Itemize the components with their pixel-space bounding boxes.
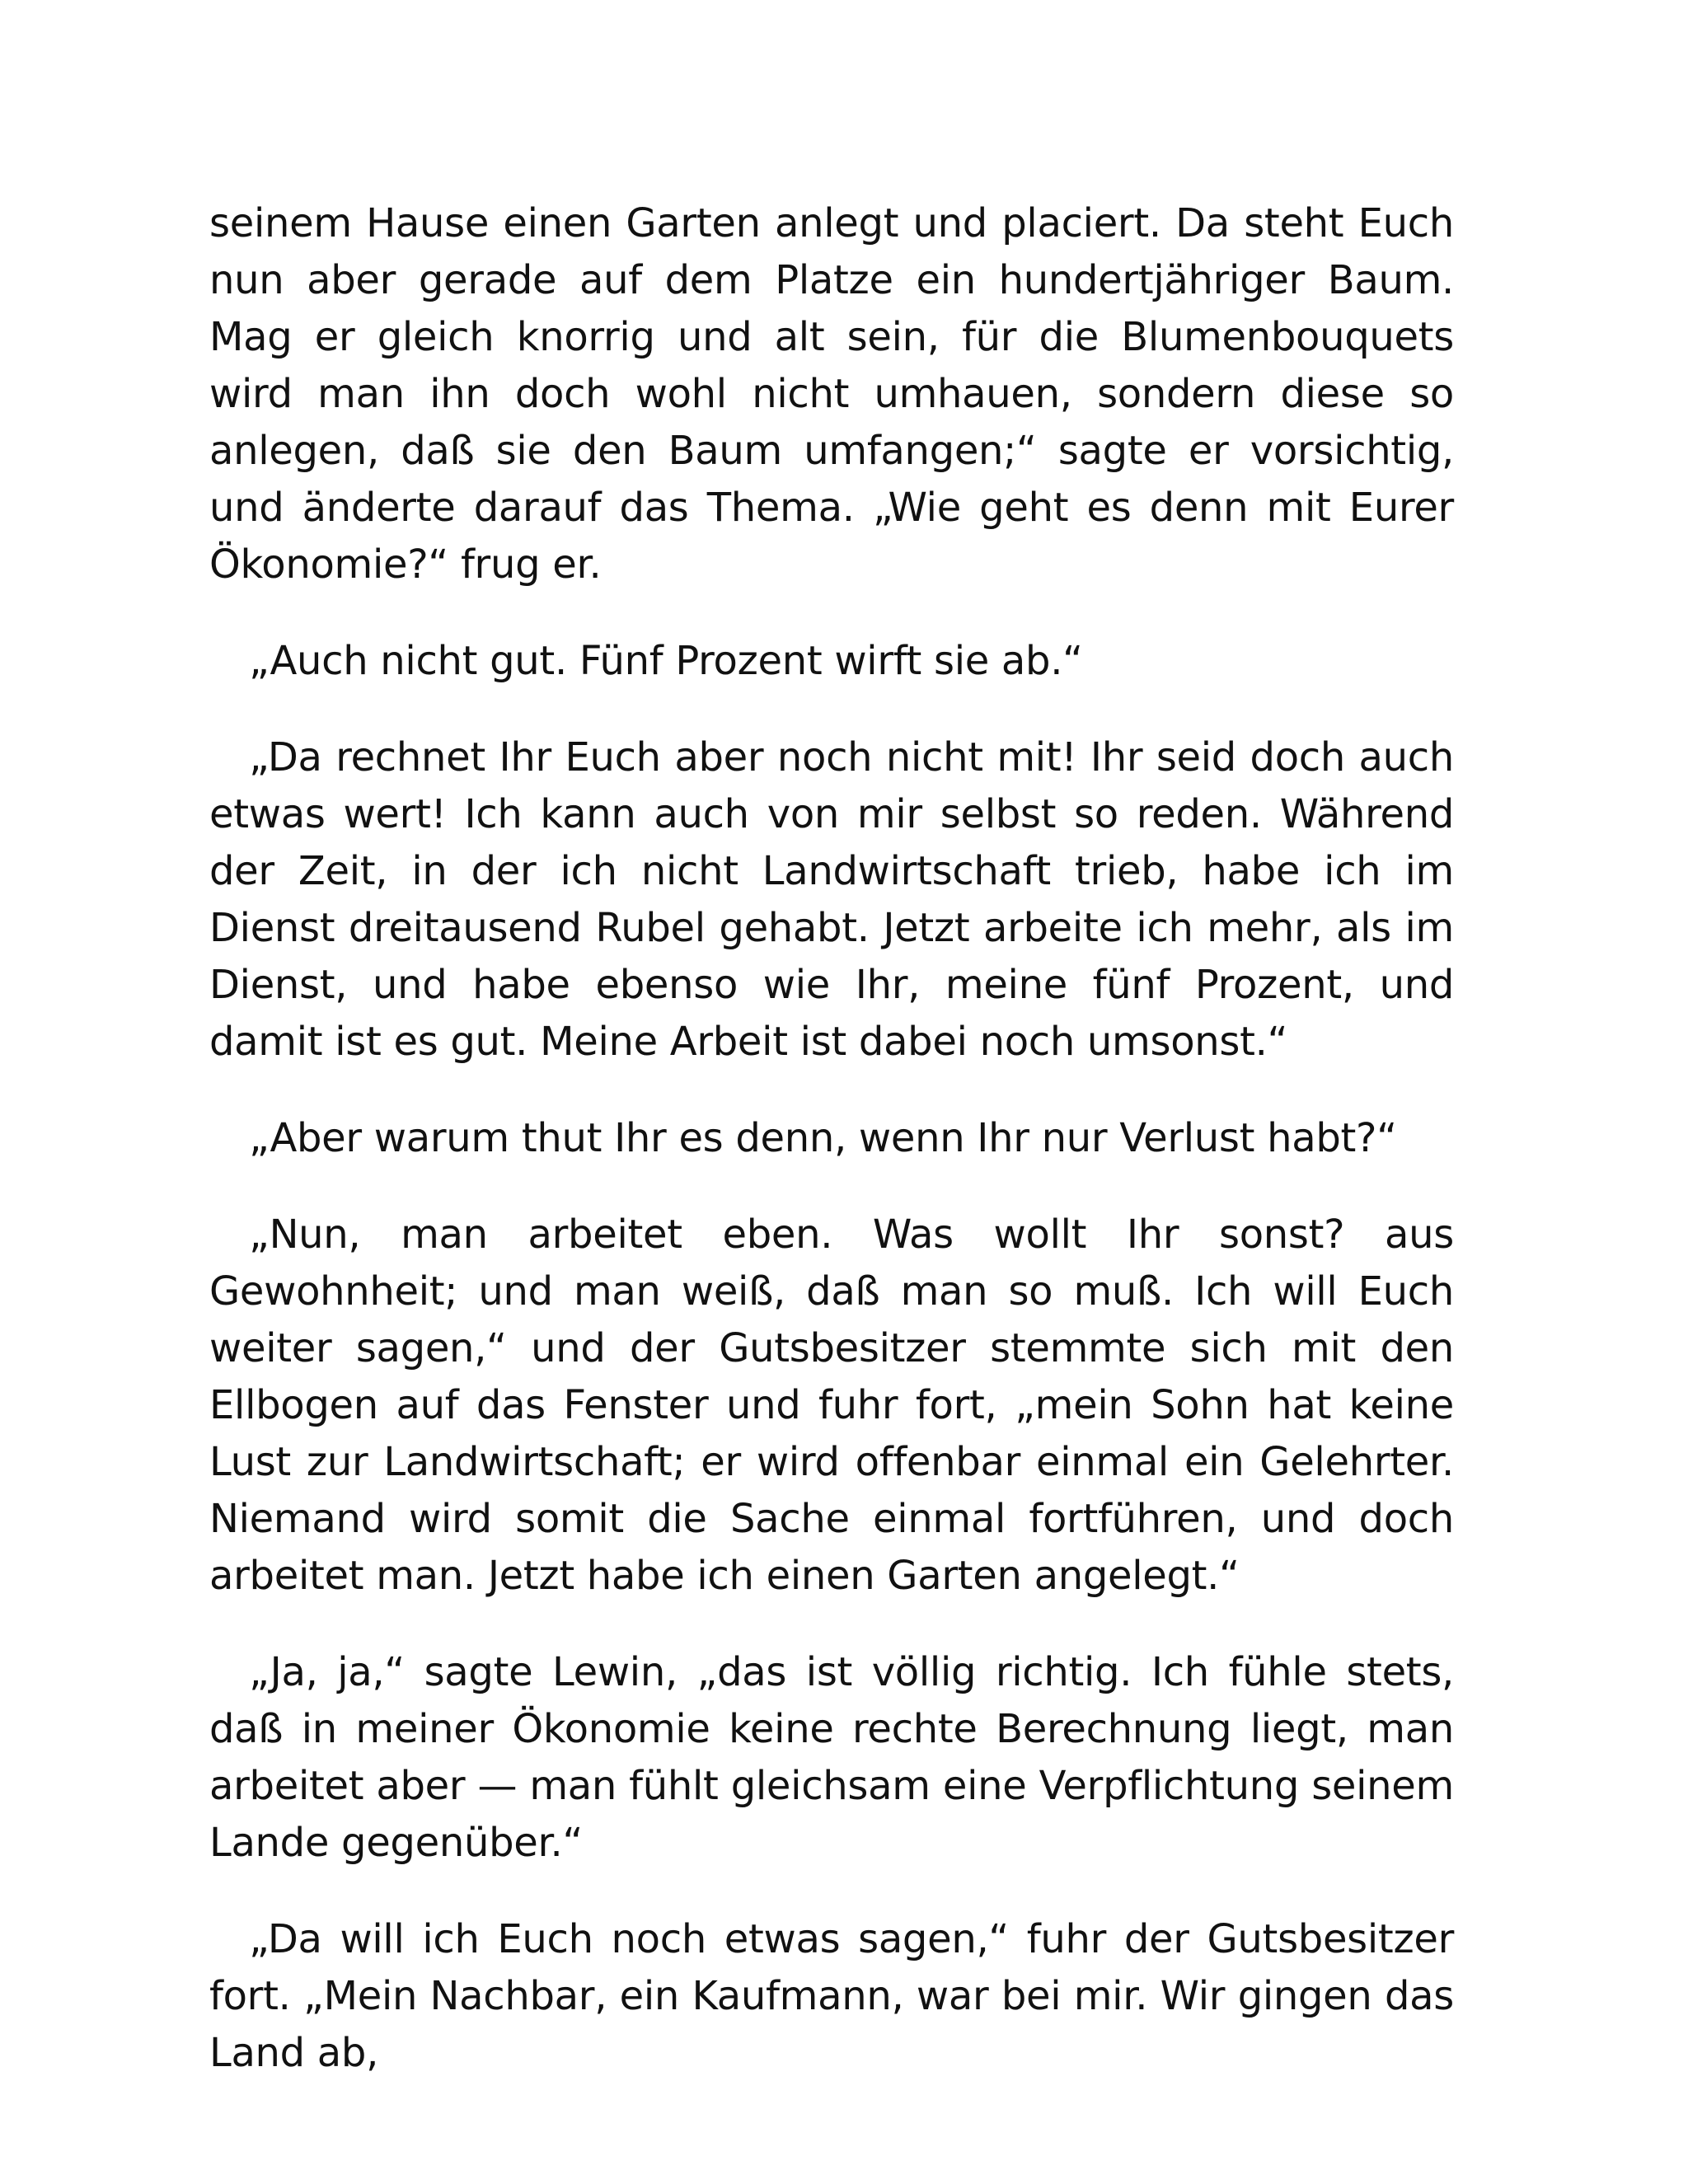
- paragraph: „Nun, man arbeitet eben. Was wollt Ihr sonst? aus Gewohnheit; und man weiß, daß man so muß. Ich will Euch weiter sagen,“ und der Gutsbesitzer stemmte sich mit den Ellbogen auf das Fenster und fuhr fort, „mein Sohn hat keine Lust zur Landwirtschaft; er wird offenbar einmal ein Gelehrter. Niemand wird somit die Sache einmal fortführen, und doch arbeitet man. Jetzt habe ich einen Garten angelegt.“: [209, 1212, 1454, 1599]
- paragraph: seinem Hause einen Garten anlegt und placiert. Da steht Euch nun aber gerade auf dem Platze ein hundertjähriger Baum. Mag er gleich knorrig und alt sein, für die Blumenbouquets wird man ihn doch wohl nicht umhauen, sondern diese so anlegen, daß sie den Baum umfangen;“ sagte er vorsichtig, und änderte darauf das Thema. „Wie geht es denn mit Eurer Ökonomie?“ frug er.: [209, 200, 1454, 588]
- paragraph: „Da will ich Euch noch etwas sagen,“ fuhr der Gutsbesitzer fort. „Mein Nachbar, ein Kaufmann, war bei mir. Wir gingen das Land ab,: [209, 1916, 1454, 2076]
- page-text: [209, 195, 1454, 2121]
- paragraph: „Auch nicht gut. Fünf Prozent wirft sie ab.“: [249, 638, 1083, 684]
- paragraph: „Ja, ja,“ sagte Lewin, „das ist völlig richtig. Ich fühle stets, daß in meiner Ökonomie keine rechte Berechnung liegt, man arbeitet aber — man fühlt gleichsam eine Verpflichtung seinem Lande gegenüber.“: [209, 1649, 1454, 1866]
- paragraph: „Aber warum thut Ihr es denn, wenn Ihr nur Verlust habt?“: [249, 1115, 1397, 1161]
- paragraph: „Da rechnet Ihr Euch aber noch nicht mit! Ihr seid doch auch etwas wert! Ich kann auch von mir selbst so reden. Während der Zeit, in der ich nicht Landwirtschaft trieb, habe ich im Dienst dreitausend Rubel gehabt. Jetzt arbeite ich mehr, als im Dienst, und habe ebenso wie Ihr, meine fünf Prozent, und damit ist es gut. Meine Arbeit ist dabei noch umsonst.“: [209, 734, 1454, 1065]
